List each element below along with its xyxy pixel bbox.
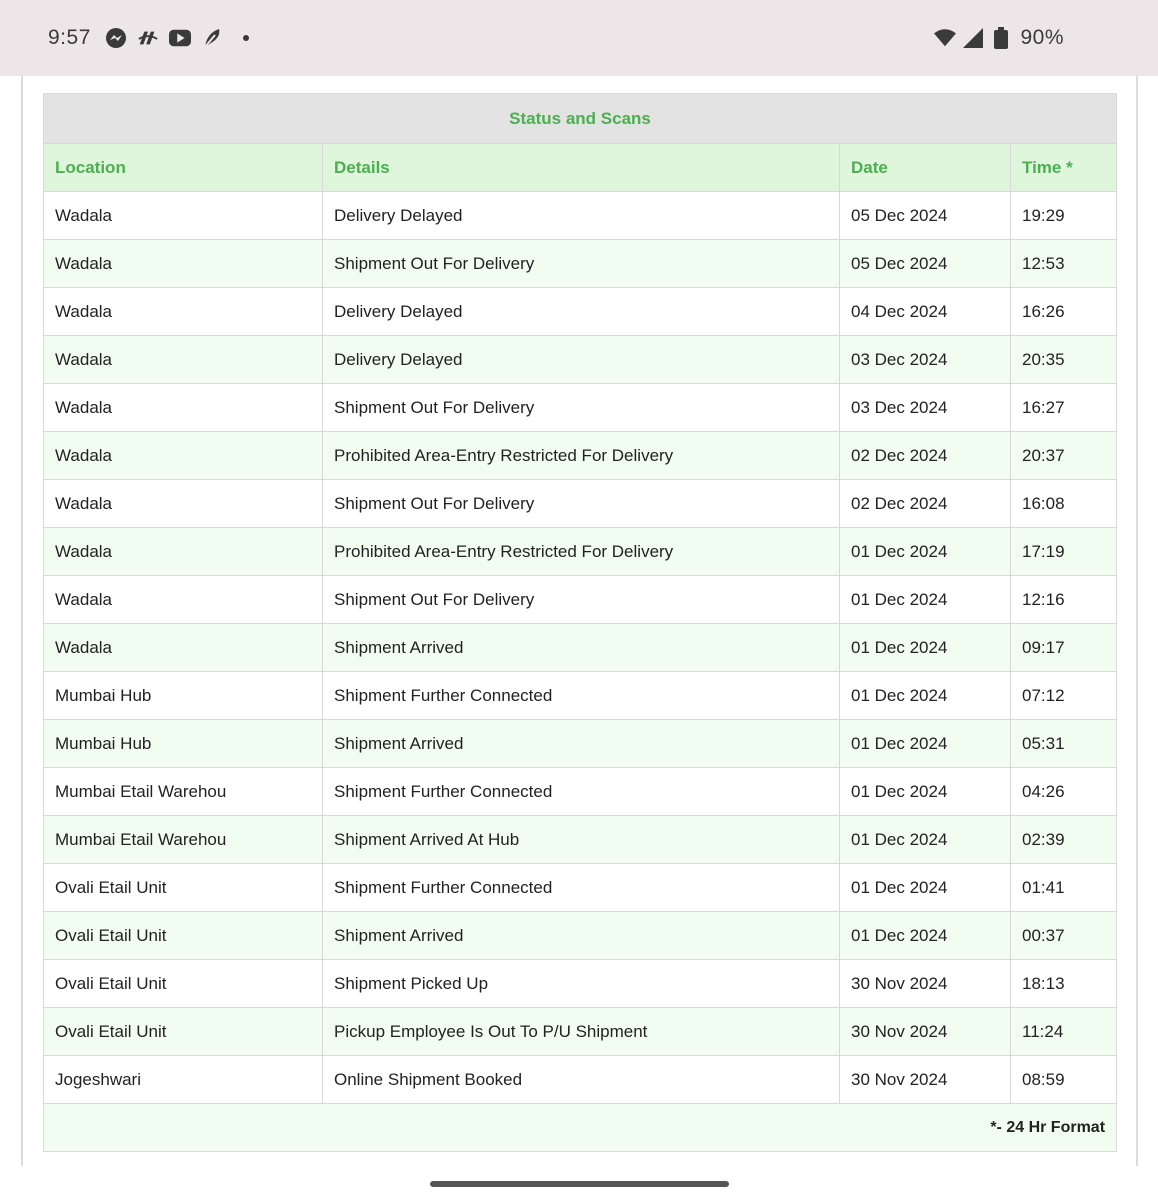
more-notifications-dot-icon [243, 35, 249, 41]
cell-details: Shipment Arrived [323, 624, 840, 672]
cell-details: Online Shipment Booked [323, 1056, 840, 1104]
cell-details: Shipment Arrived At Hub [323, 816, 840, 864]
cell-location: Wadala [44, 624, 323, 672]
cell-details: Shipment Further Connected [323, 672, 840, 720]
table-row [44, 480, 1117, 528]
page-frame-left [21, 76, 23, 1166]
table-row [44, 864, 1117, 912]
cell-time: 01:41 [1011, 864, 1117, 912]
cell-details: Delivery Delayed [323, 192, 840, 240]
cell-date: 01 Dec 2024 [840, 672, 1011, 720]
table-row [44, 576, 1117, 624]
cell-time: 09:17 [1011, 624, 1117, 672]
feather-app-icon [201, 27, 223, 49]
table-row [44, 336, 1117, 384]
app-icon [137, 27, 159, 49]
cell-date: 01 Dec 2024 [840, 768, 1011, 816]
cell-date: 01 Dec 2024 [840, 816, 1011, 864]
table-row [44, 912, 1117, 960]
cell-location: Wadala [44, 336, 323, 384]
cell-location: Jogeshwari [44, 1056, 323, 1104]
table-footer-row [44, 1104, 1117, 1152]
cell-date: 30 Nov 2024 [840, 1056, 1011, 1104]
cell-time: 00:37 [1011, 912, 1117, 960]
cell-location: Wadala [44, 528, 323, 576]
cell-date: 03 Dec 2024 [840, 384, 1011, 432]
cell-details: Shipment Picked Up [323, 960, 840, 1008]
cell-date: 30 Nov 2024 [840, 1008, 1011, 1056]
table-row [44, 384, 1117, 432]
cell-location: Wadala [44, 480, 323, 528]
cell-time: 16:08 [1011, 480, 1117, 528]
table-title-row [44, 94, 1117, 144]
cell-location: Ovali Etail Unit [44, 864, 323, 912]
cell-time: 07:12 [1011, 672, 1117, 720]
cell-details: Prohibited Area-Entry Restricted For Delivery [323, 432, 840, 480]
status-bar [0, 0, 1158, 76]
cell-details: Shipment Arrived [323, 720, 840, 768]
cell-time: 16:26 [1011, 288, 1117, 336]
cell-date: 02 Dec 2024 [840, 432, 1011, 480]
battery-icon [990, 27, 1012, 49]
signal-icon [962, 27, 984, 49]
cell-date: 01 Dec 2024 [840, 528, 1011, 576]
table-row [44, 1008, 1117, 1056]
cell-time: 16:27 [1011, 384, 1117, 432]
cell-date: 02 Dec 2024 [840, 480, 1011, 528]
cell-time: 20:37 [1011, 432, 1117, 480]
cell-location: Mumbai Hub [44, 720, 323, 768]
wifi-icon [934, 27, 956, 49]
cell-details: Prohibited Area-Entry Restricted For Delivery [323, 528, 840, 576]
cell-date: 01 Dec 2024 [840, 912, 1011, 960]
column-header-date: Date [840, 144, 1011, 192]
cell-location: Wadala [44, 288, 323, 336]
cell-time: 18:13 [1011, 960, 1117, 1008]
cell-time: 19:29 [1011, 192, 1117, 240]
table-row [44, 816, 1117, 864]
cell-details: Shipment Out For Delivery [323, 240, 840, 288]
cell-date: 04 Dec 2024 [840, 288, 1011, 336]
battery-percentage: 90% [1020, 26, 1064, 49]
column-header-time: Time * [1011, 144, 1117, 192]
cell-location: Mumbai Etail Warehou [44, 816, 323, 864]
table-row [44, 432, 1117, 480]
cell-location: Mumbai Etail Warehou [44, 768, 323, 816]
status-scans-table [43, 93, 1117, 1152]
cell-location: Wadala [44, 192, 323, 240]
notification-icons [105, 27, 249, 49]
table-row [44, 192, 1117, 240]
cell-date: 05 Dec 2024 [840, 240, 1011, 288]
messenger-icon [105, 27, 127, 49]
cell-time: 12:16 [1011, 576, 1117, 624]
cell-date: 01 Dec 2024 [840, 720, 1011, 768]
cell-location: Wadala [44, 432, 323, 480]
cell-time: 12:53 [1011, 240, 1117, 288]
cell-details: Shipment Further Connected [323, 864, 840, 912]
table-row [44, 720, 1117, 768]
cell-date: 01 Dec 2024 [840, 864, 1011, 912]
table-row [44, 768, 1117, 816]
status-time: 9:57 [48, 26, 91, 49]
cell-date: 01 Dec 2024 [840, 624, 1011, 672]
table-row [44, 288, 1117, 336]
cell-location: Ovali Etail Unit [44, 1008, 323, 1056]
cell-details: Shipment Out For Delivery [323, 480, 840, 528]
cell-date: 03 Dec 2024 [840, 336, 1011, 384]
cell-date: 01 Dec 2024 [840, 576, 1011, 624]
cell-time: 02:39 [1011, 816, 1117, 864]
cell-time: 05:31 [1011, 720, 1117, 768]
cell-location: Ovali Etail Unit [44, 960, 323, 1008]
table-row [44, 624, 1117, 672]
table-row [44, 1056, 1117, 1104]
table-row [44, 960, 1117, 1008]
table-header-row [44, 144, 1117, 192]
cell-location: Wadala [44, 240, 323, 288]
column-header-location: Location [44, 144, 323, 192]
cell-details: Shipment Out For Delivery [323, 384, 840, 432]
navigation-handle[interactable] [430, 1181, 729, 1187]
cell-details: Delivery Delayed [323, 336, 840, 384]
cell-time: 08:59 [1011, 1056, 1117, 1104]
table-row [44, 528, 1117, 576]
cell-date: 30 Nov 2024 [840, 960, 1011, 1008]
cell-details: Shipment Arrived [323, 912, 840, 960]
status-scans-table-container [43, 93, 1116, 1152]
cell-details: Shipment Out For Delivery [323, 576, 840, 624]
youtube-icon [169, 27, 191, 49]
system-icons [934, 26, 1064, 50]
column-header-details: Details [323, 144, 840, 192]
cell-location: Mumbai Hub [44, 672, 323, 720]
cell-location: Wadala [44, 384, 323, 432]
time-format-note: *- 24 Hr Format [44, 1104, 1117, 1152]
table-title: Status and Scans [44, 94, 1117, 144]
cell-location: Wadala [44, 576, 323, 624]
cell-location: Ovali Etail Unit [44, 912, 323, 960]
cell-time: 20:35 [1011, 336, 1117, 384]
table-row [44, 240, 1117, 288]
cell-time: 04:26 [1011, 768, 1117, 816]
table-row [44, 672, 1117, 720]
page-frame-right [1136, 76, 1138, 1166]
cell-date: 05 Dec 2024 [840, 192, 1011, 240]
cell-details: Pickup Employee Is Out To P/U Shipment [323, 1008, 840, 1056]
cell-details: Shipment Further Connected [323, 768, 840, 816]
cell-details: Delivery Delayed [323, 288, 840, 336]
cell-time: 11:24 [1011, 1008, 1117, 1056]
cell-time: 17:19 [1011, 528, 1117, 576]
